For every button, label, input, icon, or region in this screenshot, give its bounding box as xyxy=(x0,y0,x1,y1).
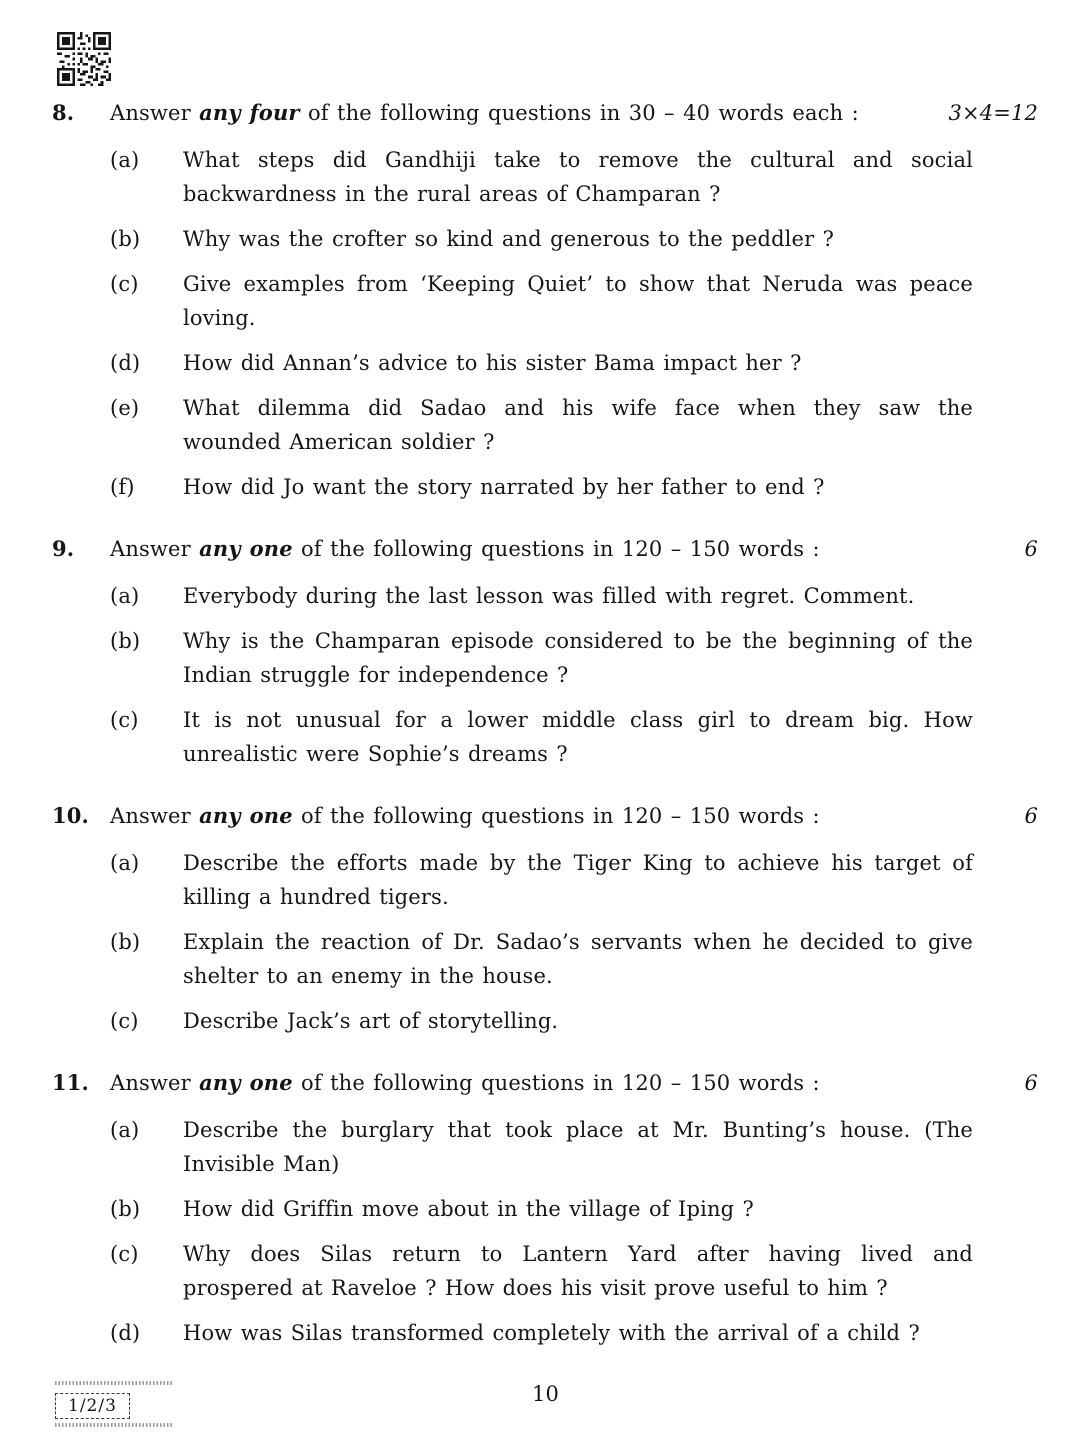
question-part xyxy=(110,346,1038,380)
question-part xyxy=(110,391,1038,459)
question-part xyxy=(110,222,1038,256)
marks-value: 6 xyxy=(1024,804,1038,828)
part-label: (c) xyxy=(110,708,139,732)
question-part xyxy=(110,470,1038,504)
part-text: What steps did Gandhiji take to remove the cultural and social backwardness in the rural areas of Champaran ? xyxy=(183,148,973,206)
question-10 xyxy=(52,799,1038,1049)
part-label: (f) xyxy=(110,475,135,499)
instruction-emphasis: any one xyxy=(199,1070,293,1095)
instruction-emphasis: any four xyxy=(199,100,300,125)
instruction-suffix: of the following questions in 120 – 150 words : xyxy=(301,1071,820,1095)
part-label: (c) xyxy=(110,1009,139,1033)
question-11 xyxy=(52,1066,1038,1361)
part-text: Describe Jack’s art of storytelling. xyxy=(183,1009,559,1033)
questions-area xyxy=(52,96,1038,1378)
marks-value: 6 xyxy=(1024,537,1038,561)
question-body xyxy=(110,532,1038,782)
part-label: (b) xyxy=(110,930,141,954)
part-text: How did Jo want the story narrated by her father to end ? xyxy=(183,475,825,499)
part-text: Describe the burglary that took place at Mr. Bunting’s house. (The Invisible Man) xyxy=(183,1118,973,1176)
question-part xyxy=(110,925,1038,993)
instruction-prefix: Answer xyxy=(110,537,191,561)
part-label: (b) xyxy=(110,227,141,251)
question-part xyxy=(110,267,1038,335)
instruction-emphasis: any one xyxy=(199,536,293,561)
part-text: Everybody during the last lesson was filled with regret. Comment. xyxy=(183,584,915,608)
part-text: Explain the reaction of Dr. Sadao’s servants when he decided to give shelter to an enemy in the house. xyxy=(183,930,973,988)
qr-code xyxy=(57,30,111,88)
part-text: How was Silas transformed completely with the arrival of a child ? xyxy=(183,1321,920,1345)
question-part xyxy=(110,1192,1038,1226)
part-label: (a) xyxy=(110,148,140,172)
part-label: (d) xyxy=(110,1321,141,1345)
question-instruction xyxy=(110,96,859,130)
question-part xyxy=(110,1113,1038,1181)
question-number: 9. xyxy=(52,536,75,561)
part-text: Why does Silas return to Lantern Yard after having lived and prospered at Raveloe ? How does his visit prove useful to him ? xyxy=(183,1242,973,1300)
question-9 xyxy=(52,532,1038,782)
question-part xyxy=(110,579,1038,613)
part-label: (d) xyxy=(110,351,141,375)
part-text: It is not unusual for a lower middle class girl to dream big. How unrealistic were Sophie’s dreams ? xyxy=(183,708,973,766)
paper-code: 1/2/3 xyxy=(55,1393,130,1419)
part-label: (c) xyxy=(110,272,139,296)
question-part xyxy=(110,703,1038,771)
marks-value: 3×4=12 xyxy=(948,101,1038,125)
part-label: (b) xyxy=(110,629,141,653)
question-part xyxy=(110,143,1038,211)
question-body xyxy=(110,799,1038,1049)
question-number: 11. xyxy=(52,1070,89,1095)
part-text: What dilemma did Sadao and his wife face when they saw the wounded American soldier ? xyxy=(183,396,973,454)
question-heading xyxy=(110,799,1038,833)
instruction-prefix: Answer xyxy=(110,804,191,828)
question-instruction xyxy=(110,799,820,833)
question-heading xyxy=(110,96,1038,130)
part-label: (a) xyxy=(110,584,140,608)
question-part xyxy=(110,1237,1038,1305)
part-text: Why is the Champaran episode considered to be the beginning of the Indian struggle for independence ? xyxy=(183,629,973,687)
part-label: (b) xyxy=(110,1197,141,1221)
instruction-suffix: of the following questions in 30 – 40 words each : xyxy=(307,101,859,125)
question-instruction xyxy=(110,532,820,566)
part-label: (a) xyxy=(110,851,140,875)
instruction-suffix: of the following questions in 120 – 150 words : xyxy=(301,537,820,561)
instruction-emphasis: any one xyxy=(199,803,293,828)
question-8 xyxy=(52,96,1038,515)
part-text: How did Griffin move about in the village of Iping ? xyxy=(183,1197,754,1221)
micro-print-bottom xyxy=(55,1423,173,1427)
question-part xyxy=(110,1316,1038,1350)
marks-value: 6 xyxy=(1024,1071,1038,1095)
part-label: (e) xyxy=(110,396,140,420)
instruction-prefix: Answer xyxy=(110,101,191,125)
question-number: 10. xyxy=(52,803,89,828)
question-part xyxy=(110,1004,1038,1038)
question-part xyxy=(110,846,1038,914)
part-text: Why was the crofter so kind and generous to the peddler ? xyxy=(183,227,835,251)
part-text: Give examples from ‘Keeping Quiet’ to show that Neruda was peace loving. xyxy=(183,272,973,330)
question-heading xyxy=(110,1066,1038,1100)
question-instruction xyxy=(110,1066,820,1100)
page-number: 10 xyxy=(531,1382,560,1406)
question-heading xyxy=(110,532,1038,566)
question-number: 8. xyxy=(52,100,75,125)
part-text: Describe the efforts made by the Tiger King to achieve his target of killing a hundred tigers. xyxy=(183,851,973,909)
question-body xyxy=(110,1066,1038,1361)
question-body xyxy=(110,96,1038,515)
part-label: (a) xyxy=(110,1118,140,1142)
instruction-prefix: Answer xyxy=(110,1071,191,1095)
instruction-suffix: of the following questions in 120 – 150 words : xyxy=(301,804,820,828)
part-text: How did Annan’s advice to his sister Bama impact her ? xyxy=(183,351,802,375)
part-label: (c) xyxy=(110,1242,139,1266)
question-part xyxy=(110,624,1038,692)
